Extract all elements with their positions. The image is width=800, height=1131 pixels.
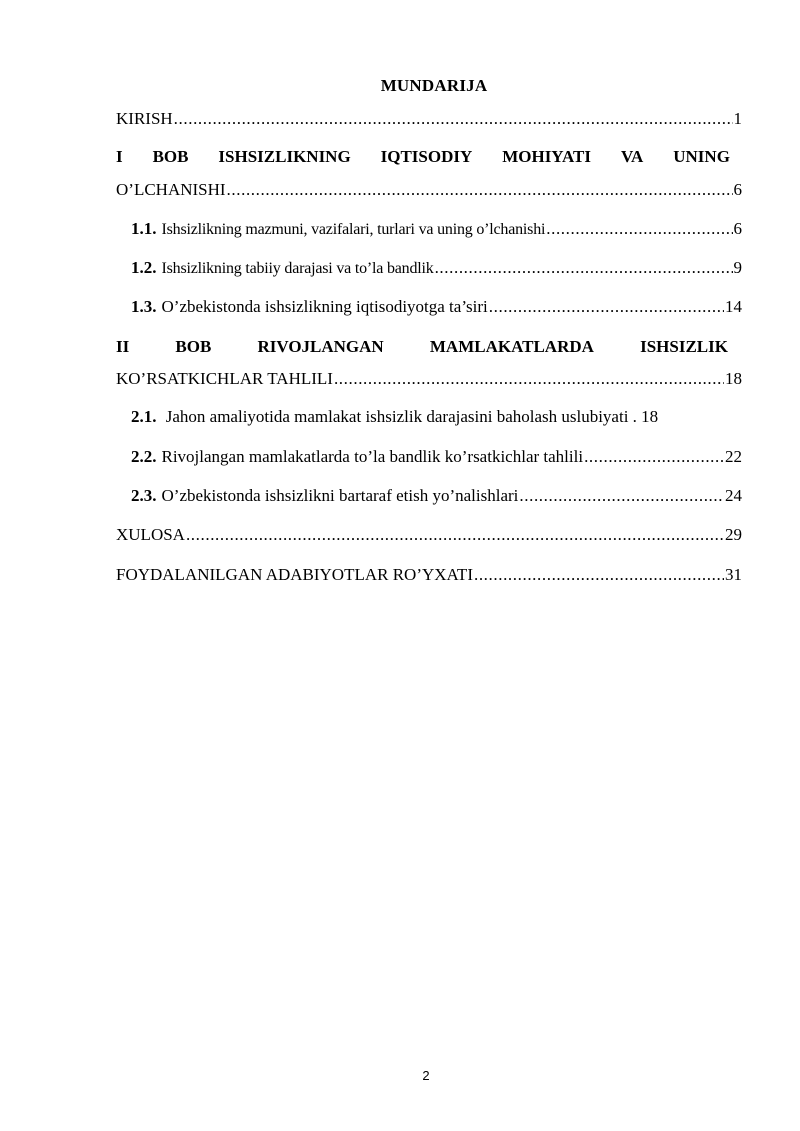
- toc-entry-2-2[interactable]: [131, 447, 742, 467]
- dot-leader: [474, 565, 724, 585]
- toc-entry-label: Ishsizlikning mazmuni, vazifalari, turlari va uning o’lchanishi: [161, 221, 546, 238]
- toc-entry-number: 2.1.: [131, 407, 157, 426]
- toc-entry-label: O’zbekistonda ishsizlikni bartaraf etish yo’nalishlari: [161, 486, 519, 505]
- heading-word: RIVOJLANGAN: [257, 337, 384, 356]
- heading-word: I: [116, 147, 123, 166]
- toc-entry-1-3[interactable]: [131, 297, 742, 317]
- toc-entry-1-2[interactable]: [131, 258, 742, 279]
- toc-chapter-1-line2[interactable]: [116, 180, 742, 200]
- toc-entry-xulosa[interactable]: [116, 525, 742, 545]
- toc-chapter-2-heading[interactable]: [116, 337, 742, 357]
- toc-entry-label: Rivojlangan mamlakatlarda to’la bandlik ko’rsatkichlar tahlili: [161, 447, 584, 466]
- toc-entry-page: 1: [733, 109, 742, 128]
- dot-leader: [519, 486, 724, 506]
- toc-entry-page: 18: [725, 369, 742, 388]
- dot-leader: [435, 258, 733, 278]
- toc-entry-number: 1.3.: [131, 297, 157, 316]
- heading-word: ISHSIZLIK: [640, 337, 728, 356]
- toc-chapter-1-heading[interactable]: [116, 147, 742, 167]
- toc-entry-label: XULOSA: [116, 525, 185, 544]
- toc-entry-page: 14: [725, 297, 742, 316]
- dot-leader: [489, 297, 724, 317]
- heading-word: BOB: [152, 147, 189, 166]
- toc-entry-adabiyotlar[interactable]: [116, 565, 742, 585]
- toc-chapter-2-line2[interactable]: [116, 369, 742, 389]
- dot-leader: [334, 369, 724, 389]
- toc-entry-page: 9: [733, 258, 742, 277]
- dot-leader: [546, 219, 732, 239]
- heading-word: ISHSIZLIKNING: [218, 147, 351, 166]
- toc-entry-2-1[interactable]: [131, 407, 742, 427]
- toc-entry-page: 6: [733, 219, 742, 238]
- toc-title: MUNDARIJA: [380, 76, 488, 95]
- heading-word: BOB: [175, 337, 212, 356]
- toc-entry-1-1[interactable]: [131, 219, 742, 240]
- toc-entry-label: KIRISH: [116, 109, 173, 128]
- toc-entry-page: 6: [733, 180, 742, 199]
- toc-entry-label: KO’RSATKICHLAR TAHLILI: [116, 369, 333, 388]
- toc-entry-2-3[interactable]: [131, 486, 742, 506]
- toc-entry-number: 2.2.: [131, 447, 157, 466]
- toc-entry-label: Jahon amaliyotida mamlakat ishsizlik darajasini baholash uslubiyati . 18: [165, 407, 659, 426]
- toc-entry-label: O’LCHANISHI: [116, 180, 226, 199]
- heading-word: UNING: [673, 147, 730, 166]
- heading-word: MAMLAKATLARDA: [429, 337, 594, 356]
- dot-leader: [584, 447, 724, 467]
- toc-entry-page: 22: [725, 447, 742, 466]
- dot-leader: [186, 525, 724, 545]
- heading-word: II: [116, 337, 130, 356]
- toc-entry-page: 31: [725, 565, 742, 584]
- toc-entry-label: FOYDALANILGAN ADABIYOTLAR RO’YXATI: [116, 565, 473, 584]
- toc-entry-label: Ishsizlikning tabiiy darajasi va to’la bandlik: [161, 260, 434, 277]
- page-number: 2: [422, 1068, 430, 1083]
- toc-entry-number: 1.1.: [131, 219, 157, 238]
- heading-word: MOHIYATI: [502, 147, 591, 166]
- toc-entry-kirish[interactable]: [116, 109, 742, 129]
- toc-entry-number: 2.3.: [131, 486, 157, 505]
- toc-entry-label: O’zbekistonda ishsizlikning iqtisodiyotga ta’siri: [161, 297, 488, 316]
- toc-entry-page: 29: [725, 525, 742, 544]
- heading-word: VA: [620, 147, 644, 166]
- heading-word: IQTISODIY: [380, 147, 473, 166]
- toc-entry-number: 1.2.: [131, 258, 157, 277]
- toc-entry-page: 24: [725, 486, 742, 505]
- dot-leader: [174, 109, 733, 129]
- dot-leader: [227, 180, 733, 200]
